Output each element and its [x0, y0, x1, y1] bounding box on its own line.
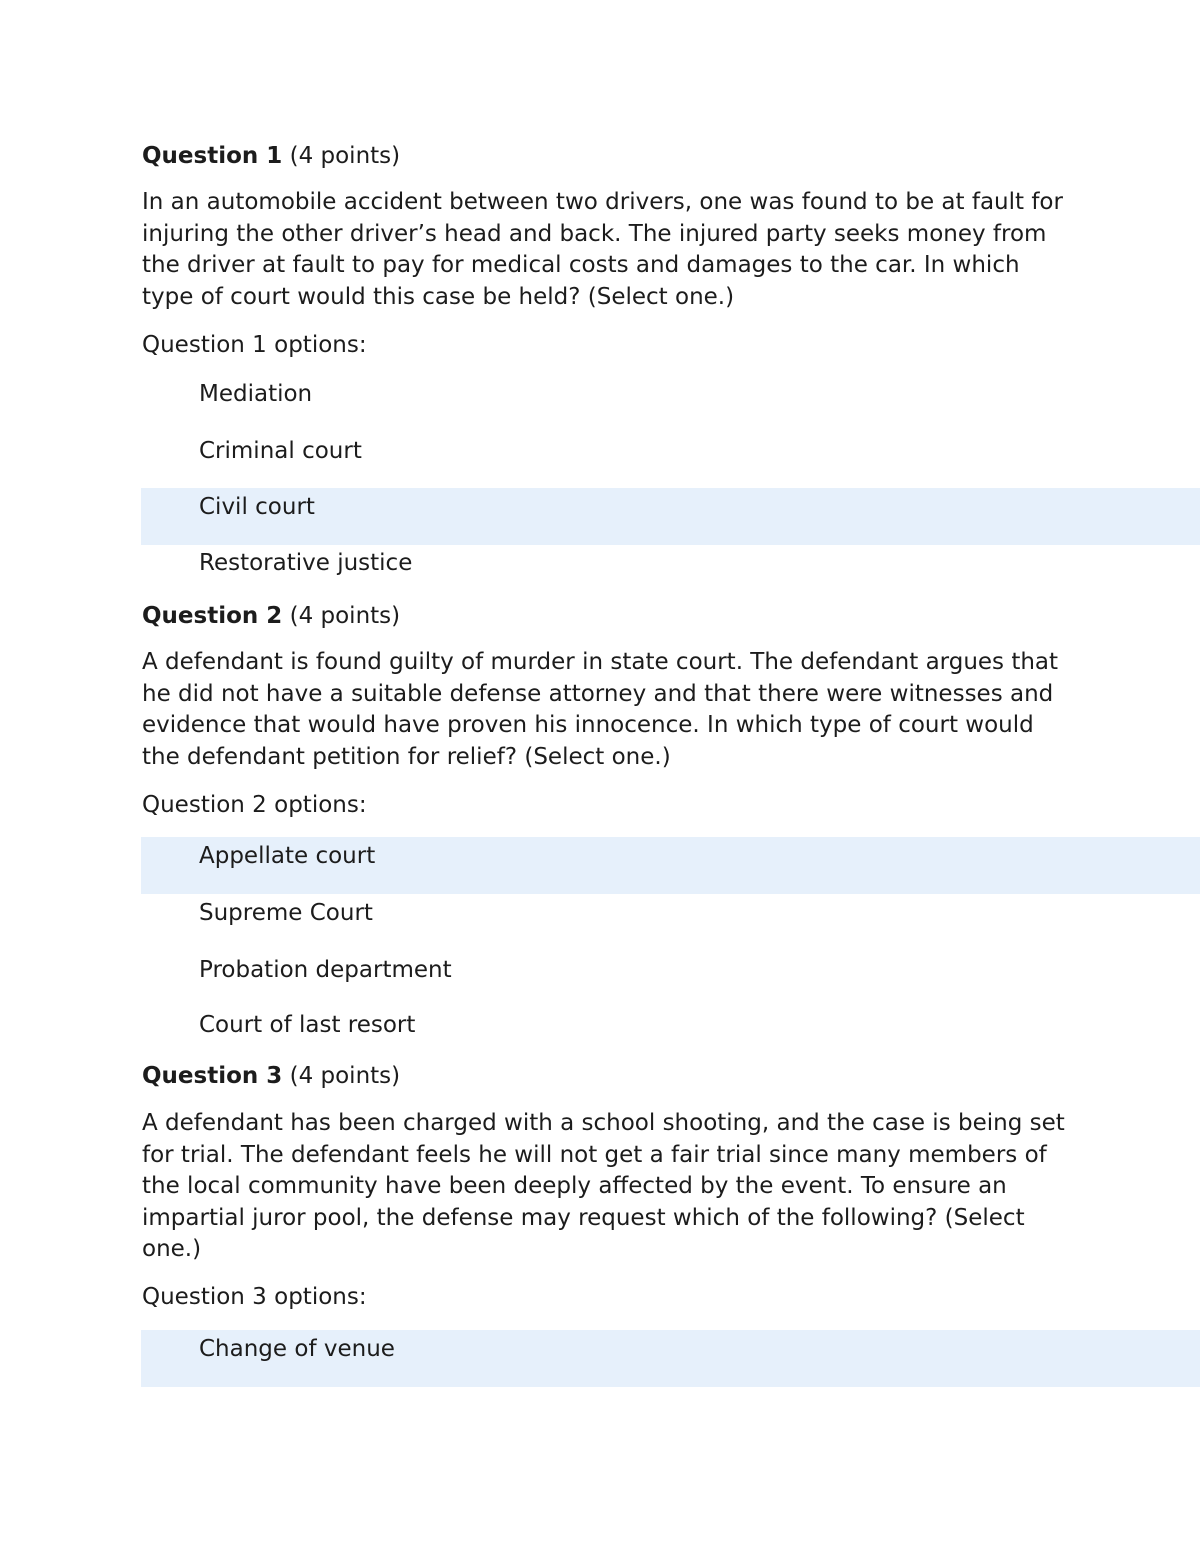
option-label: Mediation	[199, 381, 313, 407]
question-points: (4 points)	[289, 603, 401, 629]
question-points: (4 points)	[289, 1063, 401, 1089]
option-label: Restorative justice	[199, 550, 413, 576]
question-text: A defendant is found guilty of murder in state court. The defendant argues that he did not have a suitable defense attorney and that there were witnesses and evidence that would have proven his innocence. In which type of court would the defendant petition for relief? (Select one.)	[142, 649, 1059, 770]
option-court-of-last-resort[interactable]	[141, 1006, 1200, 1063]
question-heading	[142, 1062, 400, 1090]
question-heading	[142, 602, 400, 630]
question-text: A defendant has been charged with a school shooting, and the case is being set for trial. The defendant feels he will not get a fair trial since many members of the local community have been deeply affected by the event. To ensure an impartial juror pool, the defense may request which of the following? (Select one.)	[142, 1110, 1065, 1262]
option-label: Civil court	[199, 494, 315, 520]
option-civil-court[interactable]	[141, 488, 1200, 545]
question-heading	[142, 142, 400, 170]
option-label: Appellate court	[199, 843, 376, 869]
question-number: Question 1	[142, 143, 283, 169]
options-label: Question 3 options:	[142, 1284, 367, 1310]
option-criminal-court[interactable]	[141, 432, 1200, 489]
question-number: Question 2	[142, 603, 283, 629]
option-label: Criminal court	[199, 438, 362, 464]
question-points: (4 points)	[289, 143, 401, 169]
option-label: Court of last resort	[199, 1012, 416, 1038]
options-label: Question 1 options:	[142, 332, 367, 358]
option-appellate-court[interactable]	[141, 837, 1200, 894]
option-change-of-venue[interactable]	[141, 1330, 1200, 1387]
option-restorative-justice[interactable]	[141, 544, 1200, 601]
option-label: Change of venue	[199, 1336, 395, 1362]
question-text: In an automobile accident between two drivers, one was found to be at fault for injuring the other driver’s head and back. The injured party seeks money from the driver at fault to pay for medical costs and damages to the car. In which type of court would this case be held? (Select one.)	[142, 189, 1063, 310]
option-label: Probation department	[199, 957, 452, 983]
option-supreme-court[interactable]	[141, 894, 1200, 951]
option-label: Supreme Court	[199, 900, 373, 926]
options-label: Question 2 options:	[142, 792, 367, 818]
option-probation-department[interactable]	[141, 951, 1200, 1008]
option-mediation[interactable]	[141, 375, 1200, 432]
question-number: Question 3	[142, 1063, 283, 1089]
